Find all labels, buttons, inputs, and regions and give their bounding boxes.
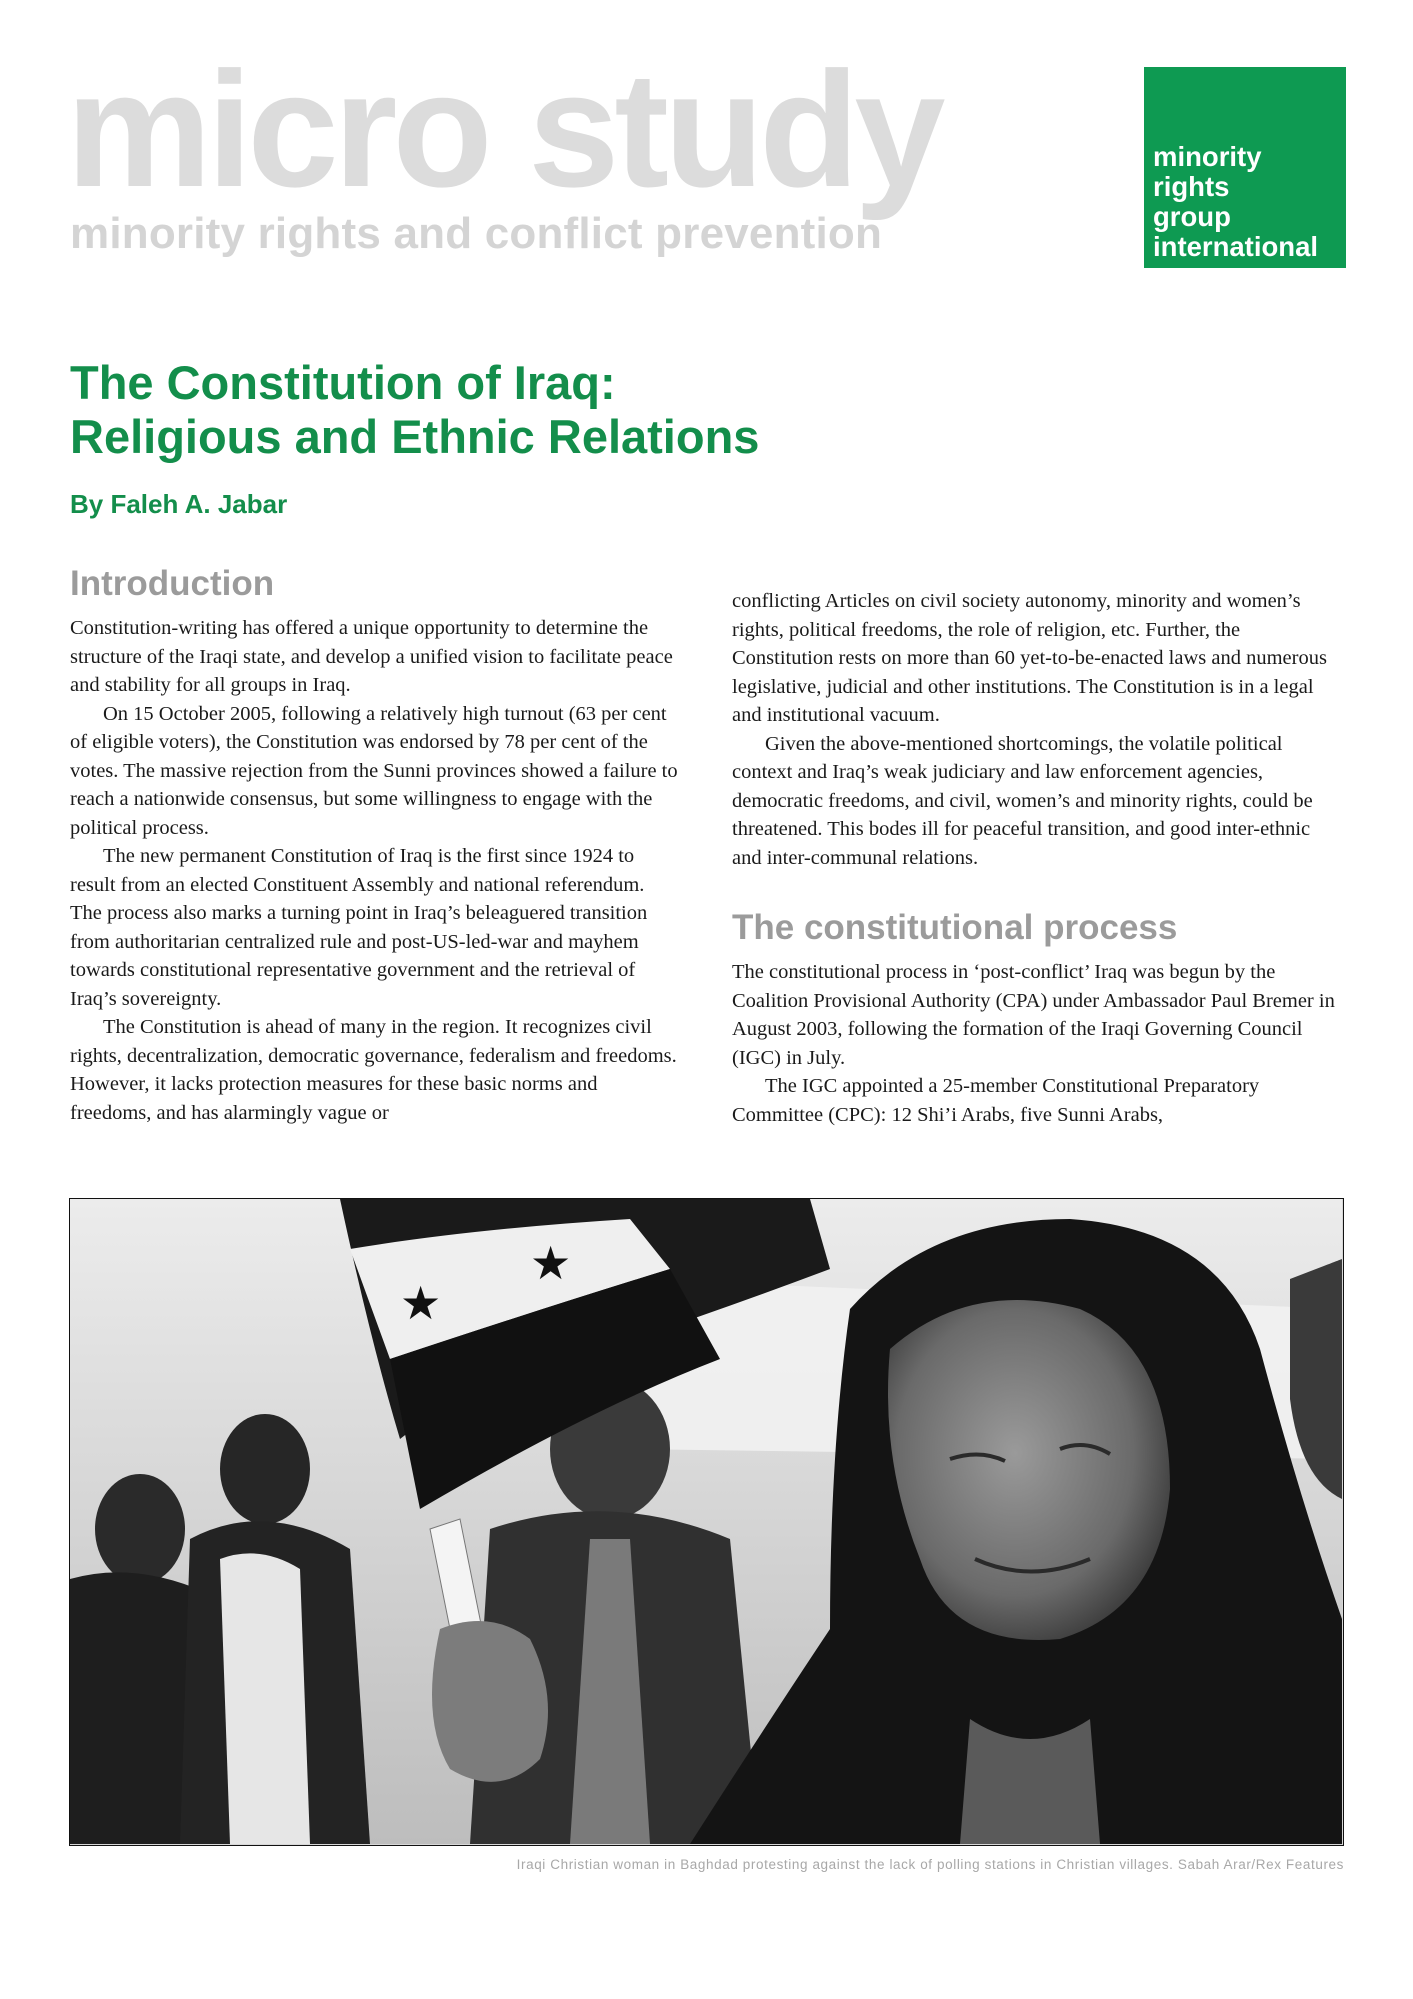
paragraph: The new permanent Constitution of Iraq is the first since 1924 to result from an elected Constituent Assembly and national referendum. The process also marks a turning point in Iraq’s beleaguered transition from authoritarian centralized rule and post-US-led-war and mayhem towards constitutional representative government and the retrieval of Iraq’s sovereignty. (70, 845, 648, 1010)
masthead-title: micro study (66, 38, 941, 221)
mrg-logo (1144, 67, 1346, 268)
svg-text:★: ★ (400, 1276, 442, 1330)
byline: By Faleh A. Jabar (70, 489, 288, 519)
logo-line: international (1153, 231, 1319, 262)
left-column (70, 562, 678, 1127)
paragraph: Constitution-writing has offered a unique opportunity to determine the structure of the Iraqi state, and develop a unified vision to facilitate peace and stability for all groups in Iraq. (70, 617, 673, 696)
photo-caption: Iraqi Christian woman in Baghdad protesting against the lack of polling stations in Christian villages. Sabah Arar/Rex Features (516, 1857, 1344, 1872)
paragraph: The IGC appointed a 25-member Constitutional Preparatory Committee (CPC): 12 Shi’i Arabs, five Sunni Arabs, (732, 1075, 1260, 1126)
paragraph: The constitutional process in ‘post-conflict’ Iraq was begun by the Coalition Provisional Authority (CPA) under Ambassador Paul Bremer in August 2003, following the formation of the Iraqi Governing Council (IGC) in July. (732, 961, 1335, 1069)
masthead-subtitle: minority rights and conflict prevention (70, 209, 883, 258)
paragraph: On 15 October 2005, following a relatively high turnout (63 per cent of eligible voters), the Constitution was endorsed by 78 per cent of the votes. The massive rejection from the Sunni provinces showed a failure to reach a nationwide consensus, but some willingness to engage with the political process. (70, 702, 678, 839)
protest-photo (69, 1198, 1344, 1846)
svg-text:★: ★ (530, 1236, 572, 1290)
right-column (732, 587, 1340, 1129)
paragraph: conflicting Articles on civil society autonomy, minority and women’s rights, political freedoms, the role of religion, etc. Further, the Constitution rests on more than 60 yet-to-be-enacted laws and numerous legislative, judicial and other institutions. The Constitution is in a legal and institutional vacuum. (732, 590, 1327, 726)
article-title-line2: Religious and Ethnic Relations (70, 410, 760, 463)
article-title-line1: The Constitution of Iraq: (70, 356, 616, 409)
heading-constitutional-process: The constitutional process (732, 908, 1178, 947)
paragraph: The Constitution is ahead of many in the region. It recognizes civil rights, decentralization, democratic governance, federalism and freedoms. However, it lacks protection measures for these basic norms and freedoms, and has alarmingly vague or (70, 1016, 677, 1124)
logo-line: rights (1153, 171, 1230, 202)
article-title (70, 356, 759, 464)
logo-line: group (1153, 201, 1231, 232)
heading-introduction: Introduction (70, 564, 275, 603)
logo-line: minority (1153, 141, 1262, 172)
paragraph: Given the above-mentioned shortcomings, the volatile political context and Iraq’s weak judiciary and law enforcement agencies, democratic freedoms, and civil, women’s and minority rights, could be threatened. This bodes ill for peaceful transition, and good inter-ethnic and inter-communal relations. (732, 732, 1313, 869)
